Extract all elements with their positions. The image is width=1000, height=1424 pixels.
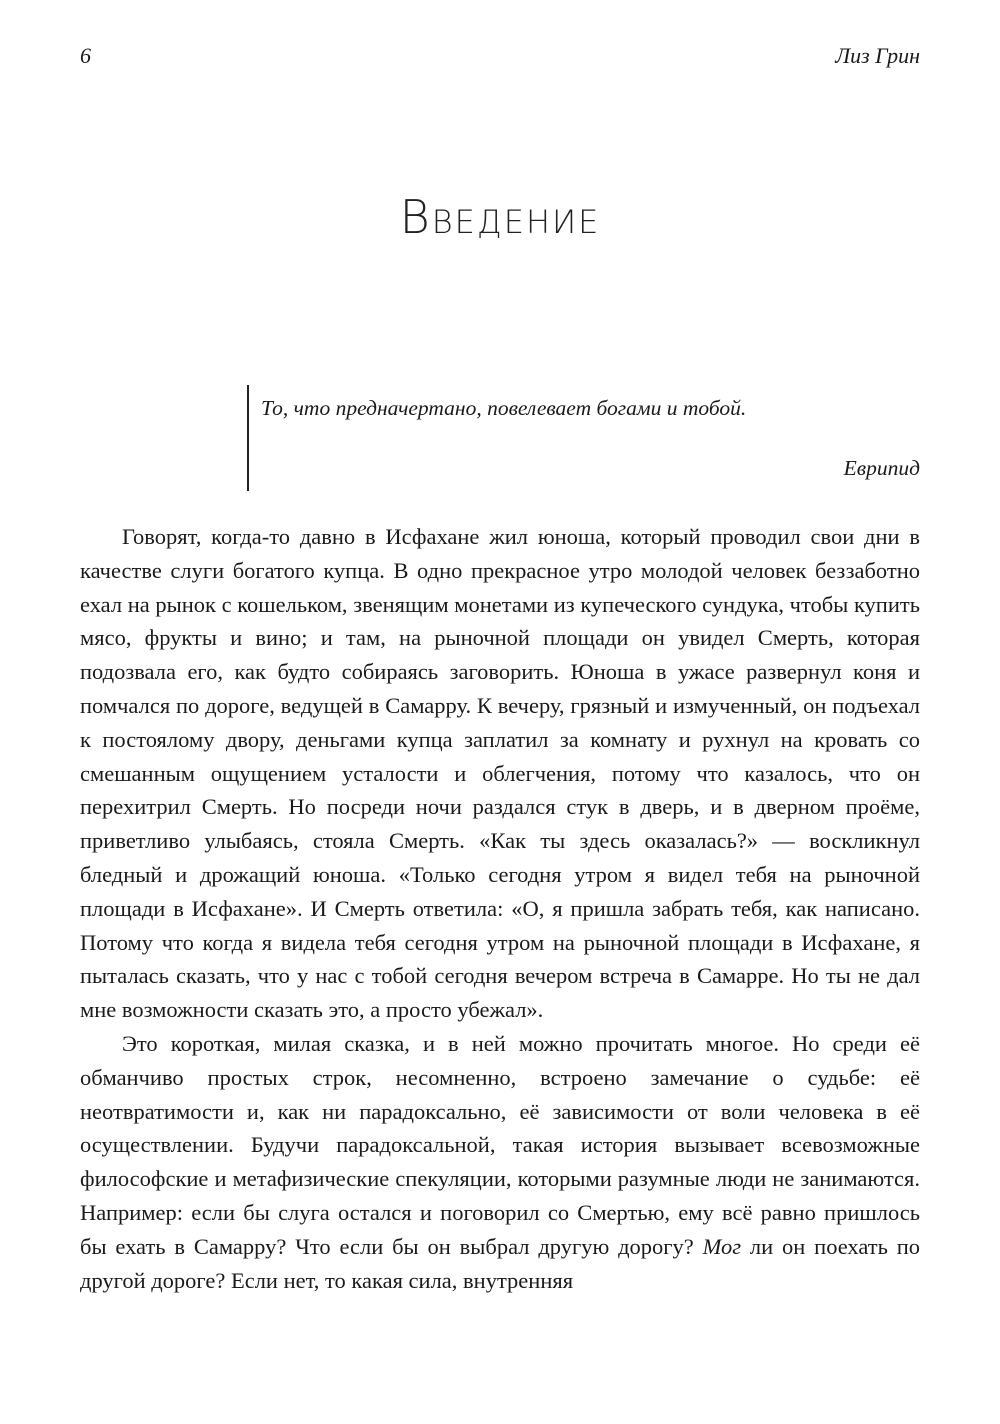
running-header-author: Лиз Грин: [835, 43, 920, 68]
body-text: [80, 520, 920, 1297]
paragraph-text: ли он поехать по другой дороге? Если нет, то какая сила, внутренняя: [80, 1233, 921, 1293]
emphasized-word: Мог: [702, 1233, 742, 1259]
paragraph: [80, 1027, 920, 1297]
chapter-title: Введение: [399, 190, 601, 244]
running-header: [80, 40, 920, 72]
epigraph-quote: То, что предначертано, повелевает богами и тобой.: [261, 396, 747, 420]
epigraph-author: Еврипид: [843, 456, 920, 480]
page-number: 6: [80, 43, 91, 68]
paragraph-text: Это короткая, милая сказка, и в ней можно прочитать многое. Но среди её обманчиво простых строк, несомненно, встроено замечание о судьбе: её неотвратимости и, как ни парадоксально, её зависимости от воли человека в её осуществлении. Будучи парадоксальной, такая история вызывает всевозможные философские и метафизические спекуляции, которыми разумные люди не занимаются. Например: если бы слуга остался и поговорил со Смертью, ему всё равно пришлось бы ехать в Самарру? Что если бы он выбрал другую дорогу?: [80, 1030, 920, 1259]
epigraph: [247, 385, 920, 491]
paragraph: Говорят, когда-то давно в Исфахане жил юноша, который проводил свои дни в качестве слуги богатого купца. В одно прекрасное утро молодой человек беззаботно ехал на рынок с кошельком, звенящим монетами из купеческого сундука, чтобы купить мясо, фрукты и вино; и там, на рыночной площади он увидел Смерть, которая подозвала его, как будто собираясь заговорить. Юноша в ужасе развернул коня и помчался по дороге, ведущей в Самарру. К вечеру, грязный и измученный, он подъехал к постоялому двору, деньгами купца заплатил за комнату и рухнул на кровать со смешанным ощущением усталости и облегчения, потому что казалось, что он перехитрил Смерть. Но посреди ночи раздался стук в дверь, и в дверном проёме, приветливо улыбаясь, стояла Смерть. «Как ты здесь оказалась?» — воскликнул бледный и дрожащий юноша. «Только сегодня утром я видел тебя на рыночной площади в Исфахане». И Смерть ответила: «О, я пришла забрать тебя, как написано. Потому что когда я видела тебя сегодня утром на рыночной площади в Исфахане, я пыталась сказать, что у нас с тобой сегодня вечером встреча в Самарре. Но ты не дал мне возможности сказать это, а просто убежал».: [80, 524, 920, 1023]
